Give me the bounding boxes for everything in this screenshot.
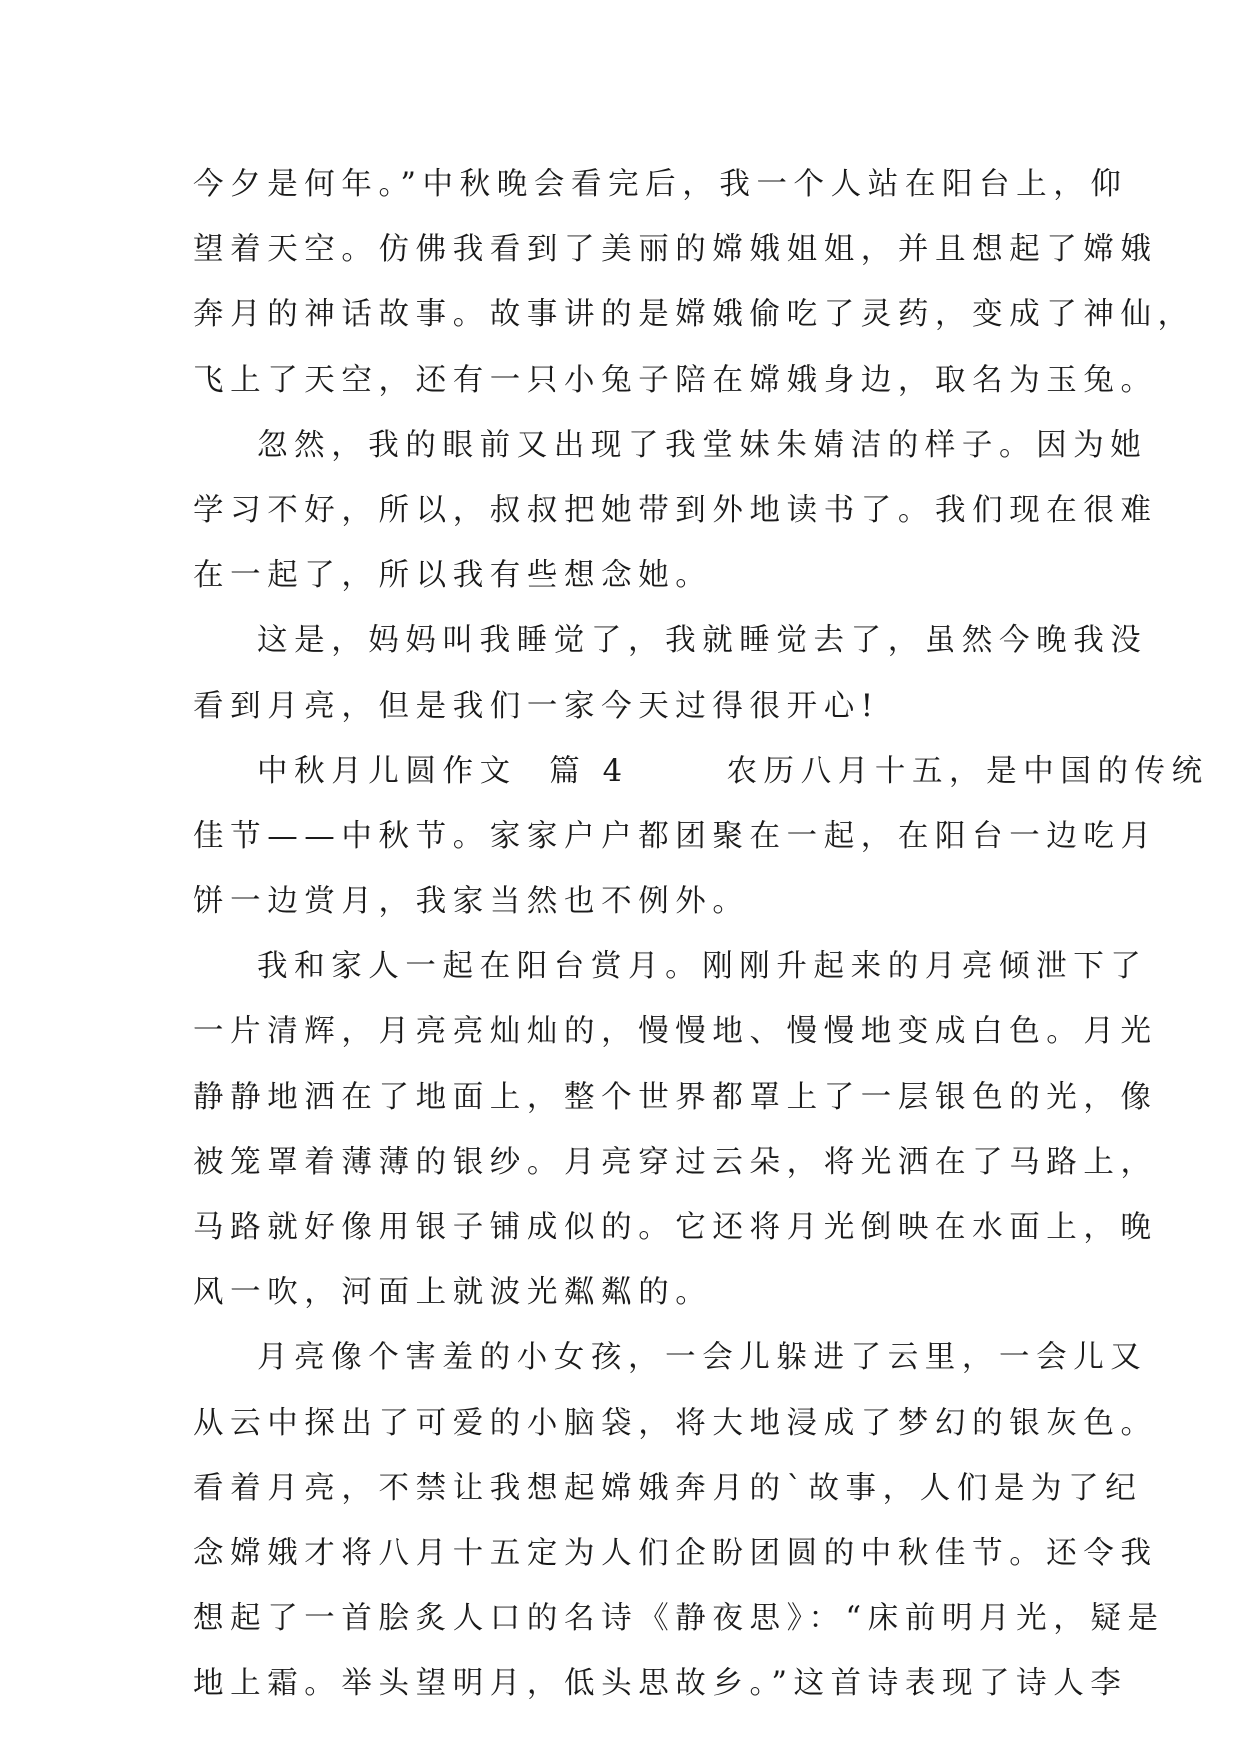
text-line: 一片清辉，月亮亮灿灿的，慢慢地、慢慢地变成白色。月光 xyxy=(193,1014,1158,1050)
text-line: 地上霜。举头望明月，低头思故乡。”这首诗表现了诗人李 xyxy=(193,1666,1128,1702)
text-line: 饼一边赏月，我家当然也不例外。 xyxy=(193,884,750,920)
document-body xyxy=(193,152,1209,1717)
paragraph-first-line: 忽然，我的眼前又出现了我堂妹朱婧洁的样子。因为她 xyxy=(257,427,1148,463)
paragraph-first-line: 月亮像个害羞的小女孩，一会儿躲进了云里，一会儿又 xyxy=(257,1340,1148,1376)
text-line: 静静地洒在了地面上，整个世界都罩上了一层银色的光，像 xyxy=(193,1079,1158,1115)
paragraph-first-line: 我和家人一起在阳台赏月。刚刚升起来的月亮倾泄下了 xyxy=(257,949,1148,985)
text-line: 从云中探出了可爱的小脑袋，将大地浸成了梦幻的银灰色。 xyxy=(193,1405,1158,1441)
text-line: 想起了一首脍炙人口的名诗《静夜思》：“床前明月光，疑是 xyxy=(193,1601,1165,1637)
text-line: 学习不好，所以，叔叔把她带到外地读书了。我们现在很难 xyxy=(193,492,1158,528)
text-line: 风一吹，河面上就波光粼粼的。 xyxy=(193,1275,713,1311)
text-line: 飞上了天空，还有一只小兔子陪在嫦娥身边，取名为玉兔。 xyxy=(193,362,1158,398)
text-line: 佳节——中秋节。家家户户都团聚在一起，在阳台一边吃月 xyxy=(193,818,1158,854)
text-line: 被笼罩着薄薄的银纱。月亮穿过云朵，将光洒在了马路上， xyxy=(193,1144,1158,1180)
text-line: 今夕是何年。”中秋晚会看完后，我一个人站在阳台上，仰 xyxy=(193,167,1128,202)
text-line: 马路就好像用银子铺成似的。它还将月光倒映在水面上，晚 xyxy=(193,1210,1158,1245)
text-line: 望着天空。仿佛我看到了美丽的嫦娥姐姐，并且想起了嫦娥 xyxy=(193,232,1158,268)
paragraph-first-line: 这是，妈妈叫我睡觉了，我就睡觉去了，虽然今晚我没 xyxy=(257,623,1148,659)
text-line: 看着月亮，不禁让我想起嫦娥奔月的`故事，人们是为了纪 xyxy=(193,1470,1143,1506)
text-line: 在一起了，所以我有些想念她。 xyxy=(193,558,713,594)
section-heading-line: 中秋月儿圆作文 篇 4 农历八月十五，是中国的传统 xyxy=(257,753,1209,789)
text-line: 念嫦娥才将八月十五定为人们企盼团圆的中秋佳节。还令我 xyxy=(193,1535,1158,1571)
text-line: 奔月的神话故事。故事讲的是嫦娥偷吃了灵药，变成了神仙， xyxy=(193,297,1195,333)
text-line: 看到月亮，但是我们一家今天过得很开心! xyxy=(193,688,880,724)
